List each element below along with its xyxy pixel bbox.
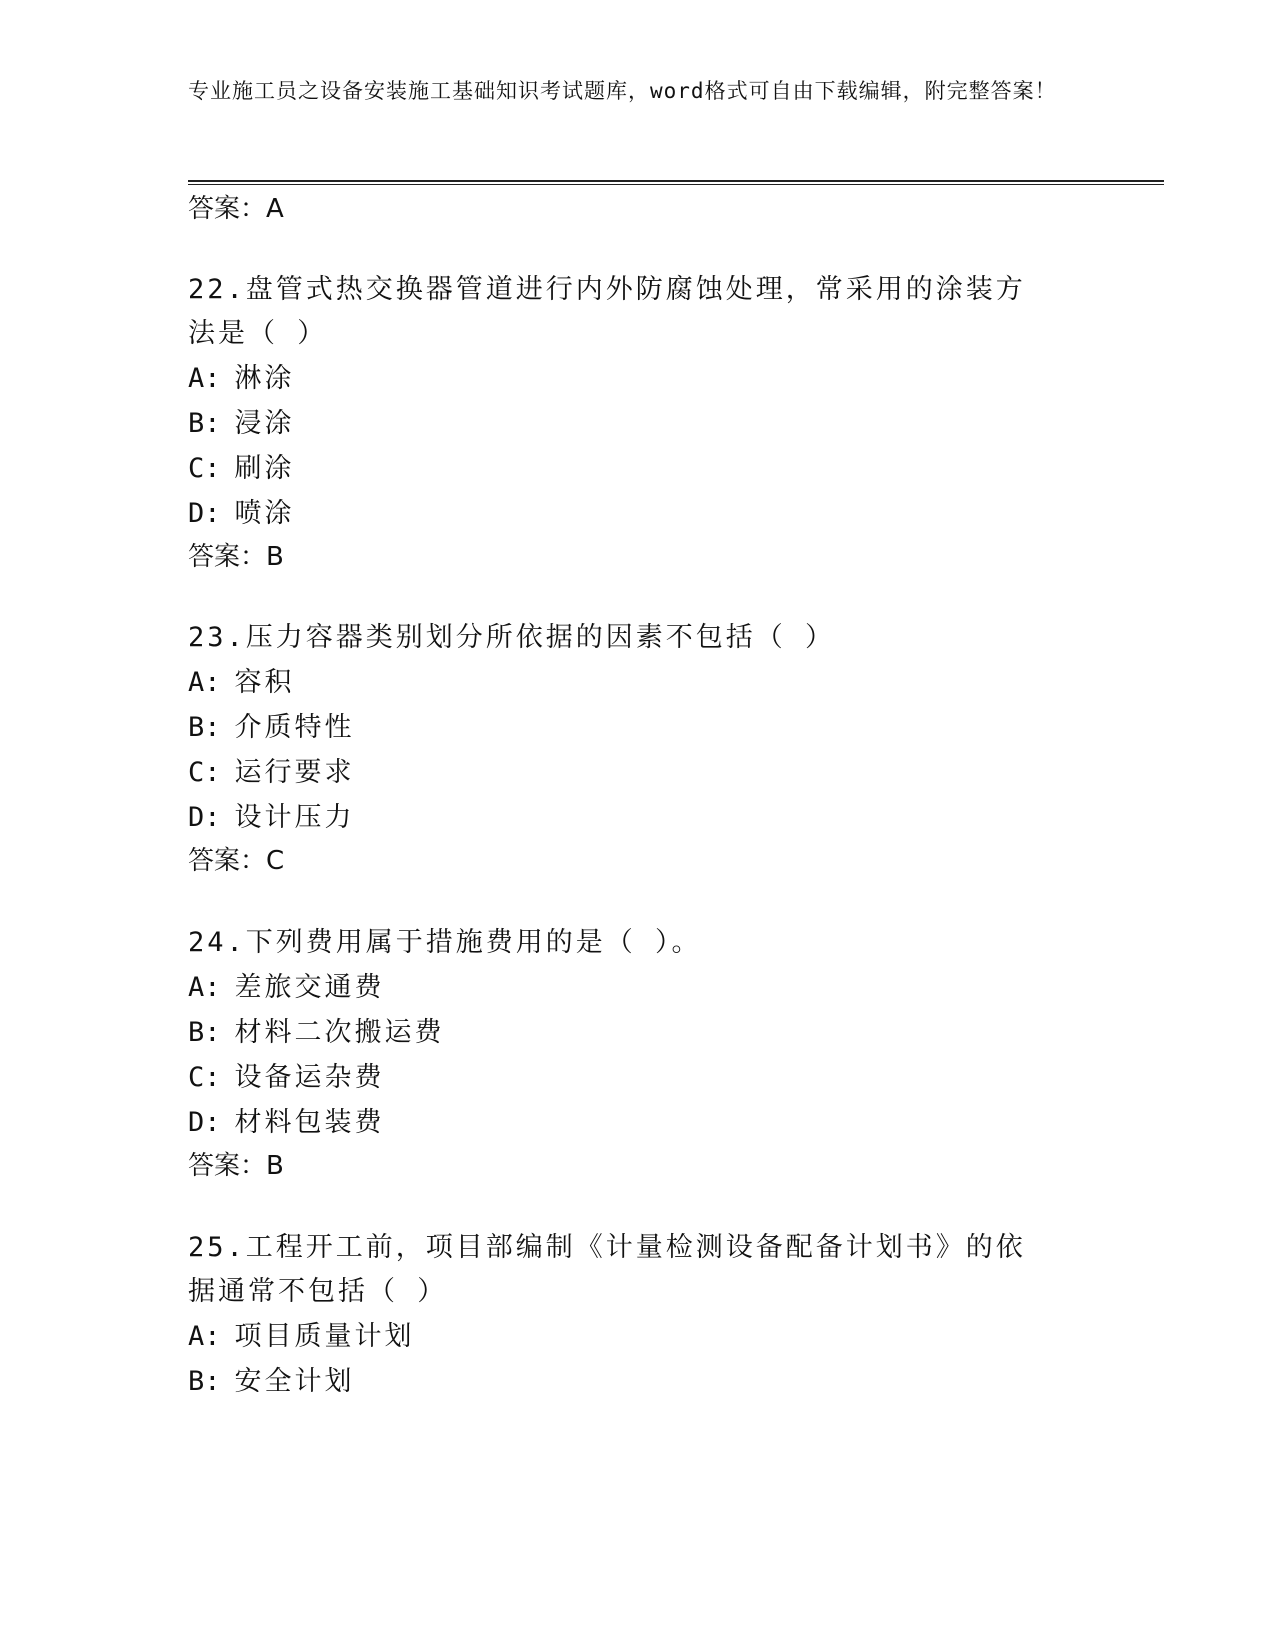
option-a[interactable]	[188, 1314, 1088, 1359]
option-list	[188, 965, 1088, 1145]
answer-value: B	[266, 1151, 284, 1181]
option-key: A:	[188, 972, 221, 1003]
header-divider	[188, 180, 1164, 185]
document-page	[188, 0, 1168, 1650]
option-key: B:	[188, 712, 221, 743]
question-stem: 25.工程开工前，项目部编制《计量检测设备配备计划书》的依据通常不包括（ ）	[188, 1232, 1026, 1307]
answer-label: 答案：	[188, 1151, 267, 1181]
option-key: C:	[188, 1062, 221, 1093]
option-text: 差旅交通费	[234, 972, 385, 1003]
question-stem: 23.压力容器类别划分所依据的因素不包括（ ）	[188, 622, 836, 653]
question-22	[188, 268, 1088, 536]
option-text: 容积	[234, 667, 295, 698]
option-key: B:	[188, 408, 221, 439]
option-b[interactable]	[188, 1010, 1088, 1055]
option-d[interactable]	[188, 795, 1088, 840]
option-key: C:	[188, 453, 221, 484]
option-a[interactable]	[188, 356, 1088, 401]
option-key: C:	[188, 757, 221, 788]
option-list	[188, 660, 1088, 840]
option-text: 介质特性	[234, 712, 355, 743]
option-text: 淋涂	[234, 363, 295, 394]
option-a[interactable]	[188, 965, 1088, 1010]
option-text: 运行要求	[234, 757, 355, 788]
option-d[interactable]	[188, 491, 1088, 536]
option-key: A:	[188, 1321, 221, 1352]
option-text: 设计压力	[234, 802, 355, 833]
option-text: 安全计划	[234, 1366, 355, 1397]
option-text: 材料二次搬运费	[234, 1017, 445, 1048]
answer-line	[188, 1149, 284, 1183]
option-c[interactable]	[188, 1055, 1088, 1100]
answer-value: B	[266, 542, 284, 572]
option-c[interactable]	[188, 750, 1088, 795]
option-b[interactable]	[188, 401, 1088, 446]
question-stem: 24.下列费用属于措施费用的是（ ）。	[188, 927, 702, 958]
option-b[interactable]	[188, 705, 1088, 750]
option-text: 刷涂	[234, 453, 295, 484]
question-23	[188, 616, 1088, 840]
question-25	[188, 1226, 1088, 1404]
document-header: 专业施工员之设备安装施工基础知识考试题库，word格式可自由下载编辑，附完整答案！	[188, 79, 1057, 103]
question-24	[188, 921, 1088, 1145]
option-key: A:	[188, 667, 221, 698]
option-text: 喷涂	[234, 498, 295, 529]
option-text: 设备运杂费	[234, 1062, 385, 1093]
option-d[interactable]	[188, 1100, 1088, 1145]
option-a[interactable]	[188, 660, 1088, 705]
question-stem: 22.盘管式热交换器管道进行内外防腐蚀处理，常采用的涂装方法是（ ）	[188, 274, 1026, 349]
option-b[interactable]	[188, 1359, 1088, 1404]
answer-line	[188, 192, 284, 226]
answer-label: 答案：	[188, 542, 267, 572]
option-text: 浸涂	[234, 408, 295, 439]
option-list	[188, 356, 1088, 536]
option-text: 材料包装费	[234, 1107, 385, 1138]
option-key: B:	[188, 1017, 221, 1048]
answer-value: A	[266, 194, 284, 224]
option-key: A:	[188, 363, 221, 394]
answer-line	[188, 540, 284, 574]
answer-value: C	[266, 846, 285, 876]
option-key: B:	[188, 1366, 221, 1397]
option-c[interactable]	[188, 446, 1088, 491]
answer-line	[188, 844, 284, 878]
option-key: D:	[188, 1107, 221, 1138]
option-key: D:	[188, 802, 221, 833]
option-list	[188, 1314, 1088, 1404]
option-key: D:	[188, 498, 221, 529]
answer-label: 答案：	[188, 194, 267, 224]
answer-label: 答案：	[188, 846, 267, 876]
option-text: 项目质量计划	[234, 1321, 415, 1352]
